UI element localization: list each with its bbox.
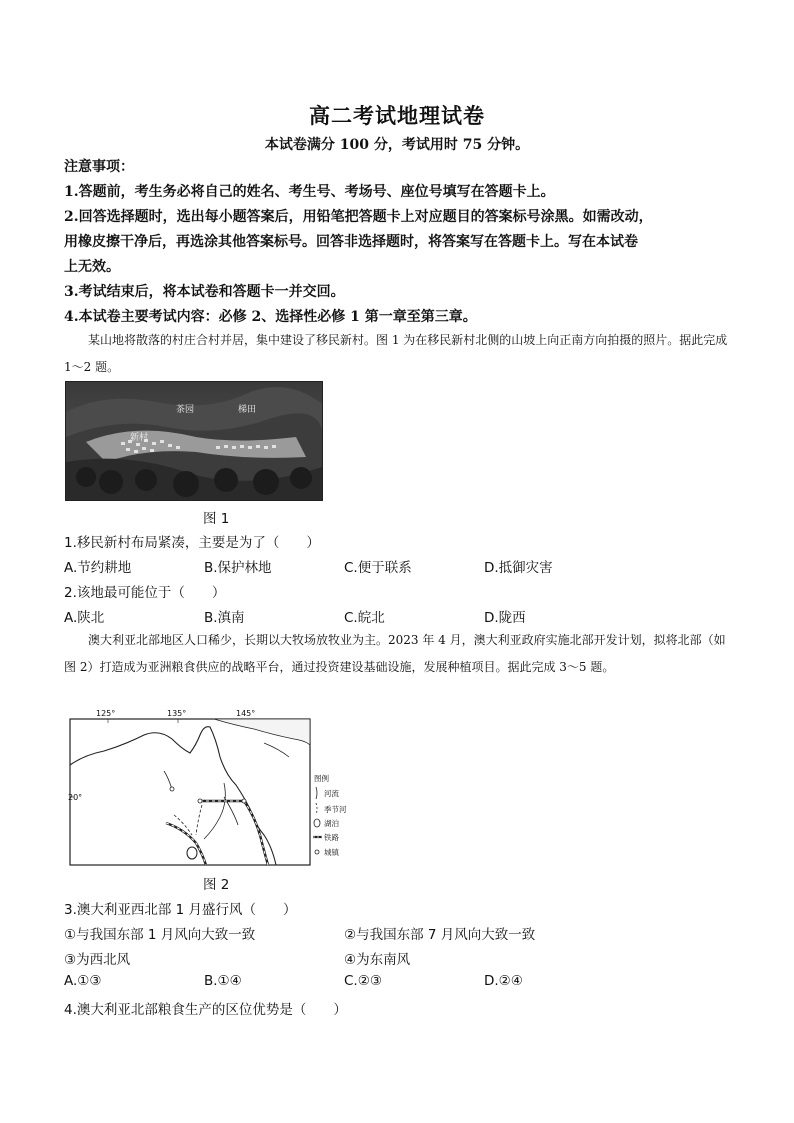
australia-map-svg (64, 705, 347, 867)
lat-label-20: 20° (68, 793, 83, 802)
question-3-stem: 3.澳大利亚西北部 1 月盛行风（ ） (64, 902, 297, 918)
q3-option-b: B.①④ (204, 973, 242, 989)
photo-label-terrace: 梯田 (238, 405, 257, 415)
q3-option-c: C.②③ (344, 973, 382, 989)
photo-label-tea: 茶园 (176, 405, 195, 415)
legend-town: 城镇 (324, 848, 339, 857)
q3-statement-2: ②与我国东部 7 月风向大致一致 (344, 927, 536, 943)
passage-2: 澳大利亚北部地区人口稀少，长期以大牧场放牧业为主。2023 年 4 月，澳大利亚政府实施北部开发计划，拟将北部（如图 2）打造成为亚洲粮食供应的战略平台，通过投资建设基础设施，发展种植项目。据此完成 3～5 题。 (64, 633, 726, 674)
australia-map (64, 705, 347, 867)
legend-seasonal-river: 季节河 (324, 805, 347, 814)
q3-statement-3: ③为西北风 (64, 952, 131, 968)
village-photo-illustration (66, 382, 322, 500)
lon-label-125: 125° (96, 709, 116, 718)
q2-option-d: D.陇西 (484, 610, 526, 626)
question-1-stem: 1.移民新村布局紧凑，主要是为了（ ） (64, 535, 320, 551)
legend-railway: 铁路 (324, 833, 339, 842)
notice-item: 3.考试结束后，将本试卷和答题卡一并交回。 (64, 284, 345, 300)
notice-item: 用橡皮擦干净后，再选涂其他答案标号。回答非选择题时，将答案写在答题卡上。写在本试卷 (64, 234, 638, 250)
legend-lake: 湖泊 (324, 819, 339, 828)
photo-label-village: 新村 (130, 433, 149, 443)
notice-item: 上无效。 (64, 259, 120, 275)
figure-1-caption: 图 1 (203, 511, 230, 527)
q1-option-b: B.保护林地 (204, 560, 272, 576)
map-frame (70, 719, 310, 865)
village-photo (65, 381, 323, 501)
exam-subtitle: 本试卷满分 100 分，考试用时 75 分钟。 (264, 137, 530, 153)
lon-label-145: 145° (236, 709, 256, 718)
question-2-stem: 2.该地最可能位于（ ） (64, 585, 226, 601)
q2-option-a: A.陕北 (64, 610, 105, 626)
q1-option-c: C.便于联系 (344, 560, 412, 576)
figure-2-caption: 图 2 (203, 877, 230, 893)
question-4-stem: 4.澳大利亚北部粮食生产的区位优势是（ ） (64, 1002, 347, 1018)
notice-heading: 注意事项： (64, 159, 134, 175)
lon-label-135: 135° (167, 709, 187, 718)
q3-statement-1: ①与我国东部 1 月风向大致一致 (64, 927, 256, 943)
q2-option-b: B.滇南 (204, 610, 245, 626)
passage-1: 某山地将散落的村庄合村并居，集中建设了移民新村。图 1 为在移民新村北侧的山坡上向正南方向拍摄的照片。据此完成 1～2 题。 (64, 333, 728, 374)
q2-option-c: C.皖北 (344, 610, 385, 626)
legend-title: 图例 (314, 774, 329, 783)
notice-item: 2.回答选择题时，选出每小题答案后，用铅笔把答题卡上对应题目的答案标号涂黑。如需改动， (64, 209, 653, 225)
q3-statement-4: ④为东南风 (344, 952, 411, 968)
notice-item: 4.本试卷主要考试内容：必修 2、选择性必修 1 第一章至第三章。 (64, 309, 477, 325)
legend-river: 河流 (324, 789, 339, 798)
page-title: 高二考试地理试卷 (309, 103, 485, 128)
q1-option-d: D.抵御灾害 (484, 560, 553, 576)
q3-option-d: D.②④ (484, 973, 523, 989)
q3-option-a: A.①③ (64, 973, 102, 989)
q1-option-a: A.节约耕地 (64, 560, 132, 576)
notice-item: 1.答题前，考生务必将自己的姓名、考生号、考场号、座位号填写在答题卡上。 (64, 184, 555, 200)
